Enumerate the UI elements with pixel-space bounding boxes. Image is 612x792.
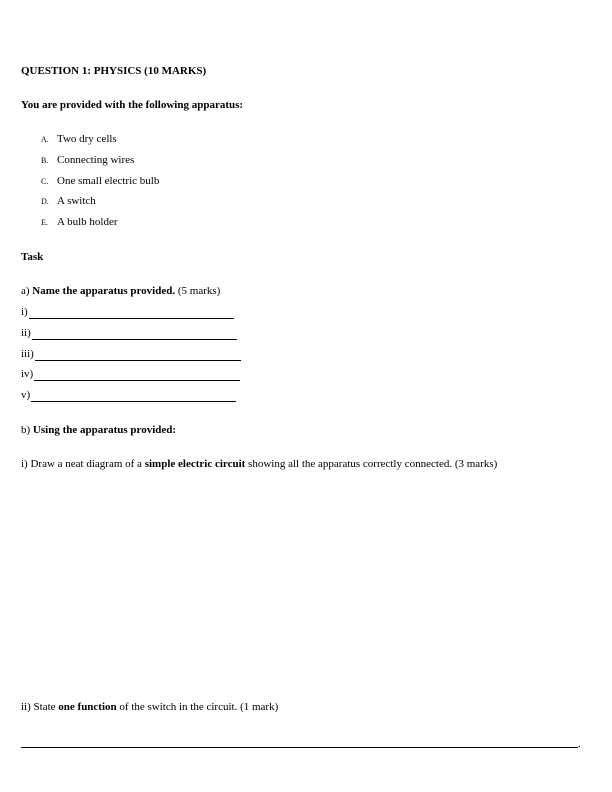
part-b-ii-bold: one function: [58, 701, 117, 713]
part-b-i-prefix: i) Draw a neat diagram of a: [21, 458, 145, 470]
answer-label: iv): [21, 368, 34, 380]
part-a-prompt: [21, 285, 220, 298]
apparatus-text: Connecting wires: [57, 154, 135, 166]
apparatus-letter: E.: [41, 218, 48, 227]
answer-label: ii): [21, 327, 31, 339]
apparatus-text: Two dry cells: [57, 133, 117, 145]
part-a-bold: Name the apparatus provided.: [32, 285, 176, 297]
apparatus-text: One small electric bulb: [57, 175, 160, 187]
part-b-prompt: [21, 424, 176, 437]
answer-blank[interactable]: [29, 309, 234, 319]
apparatus-item-c: [41, 175, 159, 188]
apparatus-item-d: [41, 195, 96, 208]
apparatus-letter: A.: [41, 135, 49, 144]
part-b-i-prompt: [21, 458, 497, 471]
answer-label: iii): [21, 348, 34, 360]
answer-line-switch-function[interactable]: [21, 747, 578, 748]
diagram-space[interactable]: [21, 481, 581, 691]
answer-blank[interactable]: [35, 351, 241, 361]
apparatus-text: A bulb holder: [57, 216, 118, 228]
part-b-bold: Using the apparatus provided:: [32, 424, 177, 436]
apparatus-item-b: [41, 154, 134, 167]
apparatus-text: A switch: [57, 195, 96, 207]
answer-line-iv[interactable]: [21, 368, 240, 381]
part-b-i-bold: simple electric circuit: [144, 458, 246, 470]
answer-label: v): [21, 389, 31, 401]
answer-line-iii[interactable]: [21, 348, 241, 361]
apparatus-letter: C.: [41, 177, 49, 186]
answer-line-v[interactable]: [21, 389, 236, 402]
apparatus-letter: B.: [41, 156, 49, 165]
part-a-prefix: a): [21, 285, 33, 297]
answer-line-ii[interactable]: [21, 327, 237, 340]
part-b-ii-prompt: [21, 701, 278, 714]
answer-blank[interactable]: [34, 371, 240, 381]
answer-label: i): [21, 306, 28, 318]
question-title: QUESTION 1: PHYSICS (10 MARKS): [21, 65, 207, 77]
answer-line-i[interactable]: [21, 306, 234, 319]
apparatus-letter: D.: [41, 197, 49, 206]
task-heading: Task: [21, 251, 44, 263]
part-b-i-suffix: showing all the apparatus correctly connected. (3 marks): [245, 458, 498, 470]
answer-blank[interactable]: [31, 392, 236, 402]
answer-blank[interactable]: [32, 330, 237, 340]
part-b-ii-suffix: of the switch in the circuit. (1 mark): [116, 701, 279, 713]
apparatus-item-a: [41, 133, 117, 146]
end-mark: .: [578, 738, 581, 750]
part-a-marks: (5 marks): [175, 285, 221, 297]
part-b-prefix: b): [21, 424, 33, 436]
apparatus-item-e: [41, 216, 118, 229]
part-b-ii-prefix: ii) State: [21, 701, 59, 713]
apparatus-intro: You are provided with the following apparatus:: [21, 99, 244, 111]
